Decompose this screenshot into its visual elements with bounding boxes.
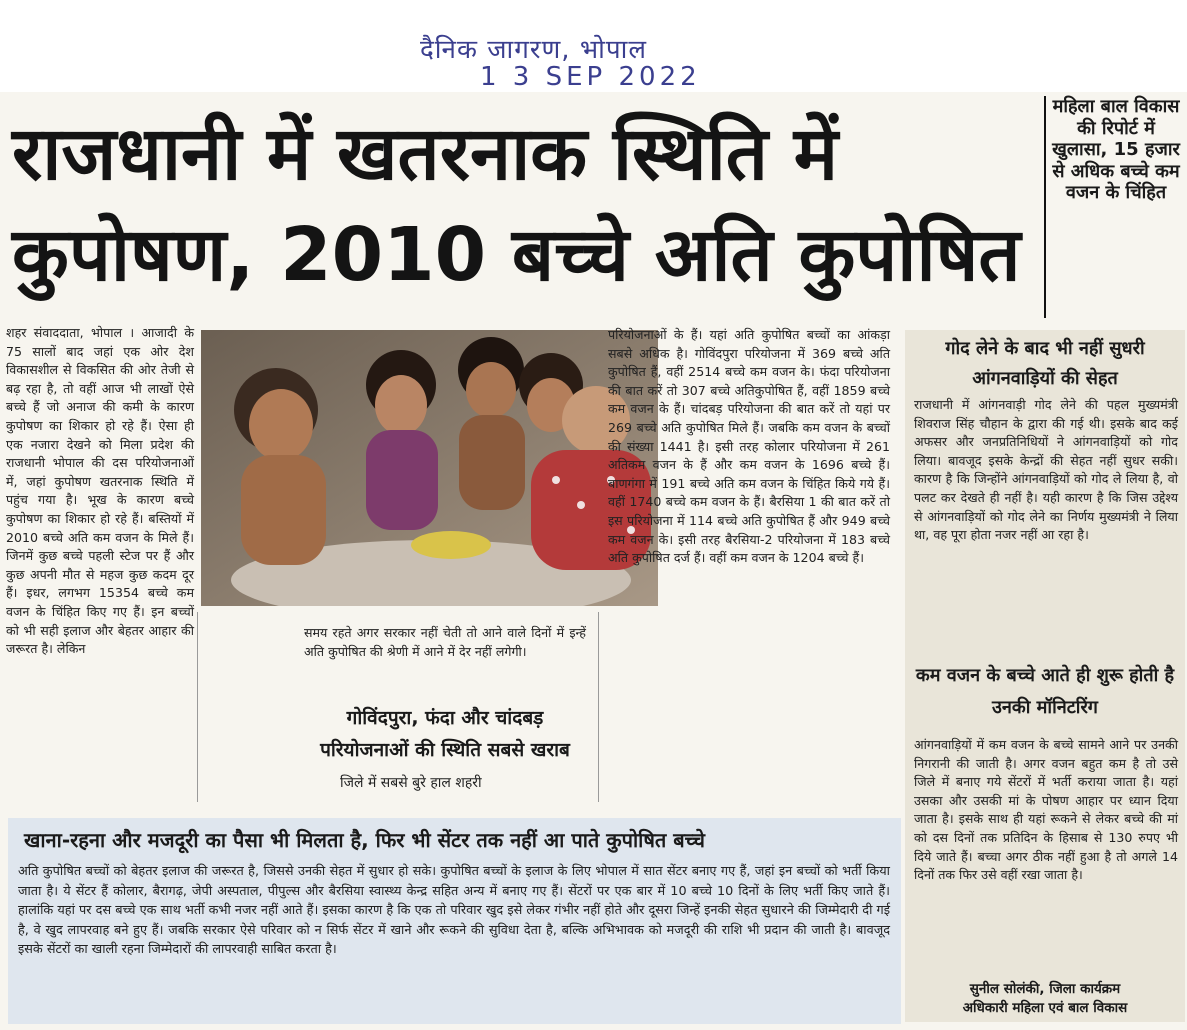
sidebar-text-2: आंगनवाड़ियों में कम वजन के बच्चे सामने आने पर उनकी निगरानी की जाती है। अगर वजन बहुत कम है तो उसे जिले में बनाए गये सेंटरों में भर्ती कराया जाता है। यहां उसका और उसकी मां के पोषण आहार पर ध्यान दिया जाता है। इसके साथ ही यहां रूकने से लेकर बच्चे की मां को दस दिनों तक प्रतिदिन के हिसाब से 130 रुपए भी दिये जाते हैं। बच्चा अगर ठीक नहीं हुआ है तो अगले 14 दिनों तक फिर उसे वहीं रखा जाता है। xyxy=(914,737,1178,883)
article-column-2-top: समय रहते अगर सरकार नहीं चेती तो आने वाले दिनों में इन्हें अति कुपोषित की श्रेणी में आने में देर नहीं लगेगी। xyxy=(304,625,586,659)
headline-line-1: राजधानी में खतरनाक स्थिति में xyxy=(12,111,838,197)
newspaper-name-stamp: दैनिक जागरण, भोपाल xyxy=(420,35,647,65)
side-headline: महिला बाल विकास की रिपोर्ट में खुलासा, 15 हजार से अधिक बच्चे कम वजन के चिंहित xyxy=(1052,96,1180,203)
date-stamp: 1 3 SEP 2022 xyxy=(480,62,701,92)
article-column-2-bottom: जिले में सबसे बुरे हाल शहरी xyxy=(340,775,482,791)
children-eating-photo-icon xyxy=(201,330,658,606)
column-divider xyxy=(197,612,198,802)
sidebar-byline-2: अधिकारी महिला एवं बाल विकास xyxy=(962,1000,1128,1016)
bottom-box-text: अति कुपोषित बच्चों को बेहतर इलाज की जरूरत है, जिससे उनकी सेहत में सुधार हो सके। कुपोषित बच्चों के इलाज के लिए भोपाल में सात सेंटर बनाए गए हैं, जहां इन बच्चों को भर्ती किया जाता है। ये सेंटर हैं कोलार, बैरागढ़, जेपी अस्पताल, पीपुल्स और बैरसिया स्वास्थ्य केन्द्र सहित अन्य में बनाए गए हैं। सेंटरों पर एक बार में 10 बच्चे 10 दिनों के लिए भर्ती किए जाते हैं। हालांकि यहां पर दस बच्चे एक साथ भर्ती कभी नजर नहीं आते हैं। इसका कारण है कि एक तो परिवार खुद इसे लेकर गंभीर नहीं होते और दूसरा जिन्हें इनकी सेहत सुधारने की जिम्मेदारी दी गई है, वे खुद लापरवाह बने हुए हैं। जबकि सरकार ऐसे परिवार को न सिर्फ सेंटर में खाने और रूकने की सुविधा देता है, बल्कि अभिभावक को मजदूरी की राशि भी प्रदान की जाती है। बावजूद इसके सेंटरों का खाली रहना जिम्मेदारों की लापरवाही साबित करता है। xyxy=(18,864,890,958)
bottom-box-heading: खाना-रहना और मजदूरी का पैसा भी मिलता है, फिर भी सेंटर तक नहीं आ पाते कुपोषित बच्चे xyxy=(24,828,705,852)
article-column-3: परियोजनाओं के हैं। यहां अति कुपोषित बच्चों का आंकड़ा सबसे अधिक है। गोविंदपुरा परियोजना में 369 बच्चे अति कुपोषित हैं, वहीं 2514 बच्चे कम वजन के। फंदा परियोजना की बात करें तो 307 बच्चे अतिकुपोषित हैं, वहीं 1859 बच्चे कम वजन के हैं। चांदबड़ परियोजना की बात करें तो यहां पर 269 बच्चे अति कुपोषित मिले हैं। जबकि कम वजन के बच्चों की संख्या 1441 है। इसी तरह कोलार परियोजना में 261 अतिकम वजन के हैं और कम वजन के 1696 बच्चे हैं। बाणगंगा में 191 बच्चे अति कम वजन के चिंहित किये गये हैं। वहीं 1740 बच्चे कम वजन के हैं। बैरसिया 1 की बात करें तो इस परियोजना में 114 बच्चे अति कुपोषित हैं और 949 बच्चे कम वजन के। इसी तरह बैरसिया-2 परियोजना में 183 बच्चे अति कुपोषित दर्ज हैं। वहीं कम वजन के 1204 बच्चे हैं। xyxy=(608,327,890,566)
column-subheading: गोविंदपुरा, फंदा और चांदबड़ परियोजनाओं की स्थिति सबसे खराब xyxy=(320,707,570,761)
headline-line-2: कुपोषण, 2010 बच्चे अति कुपोषित xyxy=(12,212,1021,298)
sidebar-heading-2: कम वजन के बच्चे आते ही शुरू होती है उनकी मॉनिटरिंग xyxy=(915,665,1175,718)
sidebar-text-1: राजधानी में आंगनवाड़ी गोद लेने की पहल मुख्यमंत्री शिवराज सिंह चौहान के द्वारा की गई थी। इसके बाद कई अफसर और जनप्रतिनिधियों ने आंगनवाड़ियों को गोद लिया। बावजूद इसके केन्द्रों की सेहत नहीं सुधर सकी। कारण है कि जिन्होंने आंगनवाड़ियों को गोद ले लिया है, वो पलट कर देखते ही नहीं है। यही कारण है कि जिस उद्देश्य से आंगनवाड़ियों को गोद लेने का निर्णय मुख्यमंत्री ने लिया था, वह पूरा होता नजर नहीं आ रहा है। xyxy=(914,397,1178,543)
column-divider xyxy=(598,612,599,802)
sidebar-byline-1: सुनील सोलंकी, जिला कार्यक्रम xyxy=(969,981,1121,997)
sidebar-heading-1: गोद लेने के बाद भी नहीं सुधरी आंगनवाड़ियों की सेहत xyxy=(945,338,1145,389)
divider xyxy=(1044,96,1046,318)
article-column-1: शहर संवाददाता, भोपाल । आजादी के 75 सालों बाद जहां एक ओर देश विकासशील से विकसित की ओर तेजी से बढ़ रहा है, तो वहीं आज भी लाखों ऐसे बच्चे हैं जो अनाज की कमी के कारण कुपोषण का शिकार हो रहे हैं। ऐसा ही एक नजारा देखने को मिला प्रदेश की राजधानी भोपाल की दस परियोजनाओं में, जहां कुपोषण खतरनाक स्थिति में पहुंच गया है। भूख के कारण बच्चे कुपोषण का शिकार हो रहे हैं। बस्तियों में 2010 बच्चे अति कम वजन के मिले हैं। जिनमें कुछ बच्चे पहली स्टेज पर हैं और कुछ अपनी मौत से महज कुछ कदम दूर हैं। इधर, लगभग 15354 बच्चे कम वजन के चिंहित किए गए हैं। इन बच्चों को भी सही इलाज और बेहतर आहार की जरूरत है। लेकिन xyxy=(6,325,194,657)
